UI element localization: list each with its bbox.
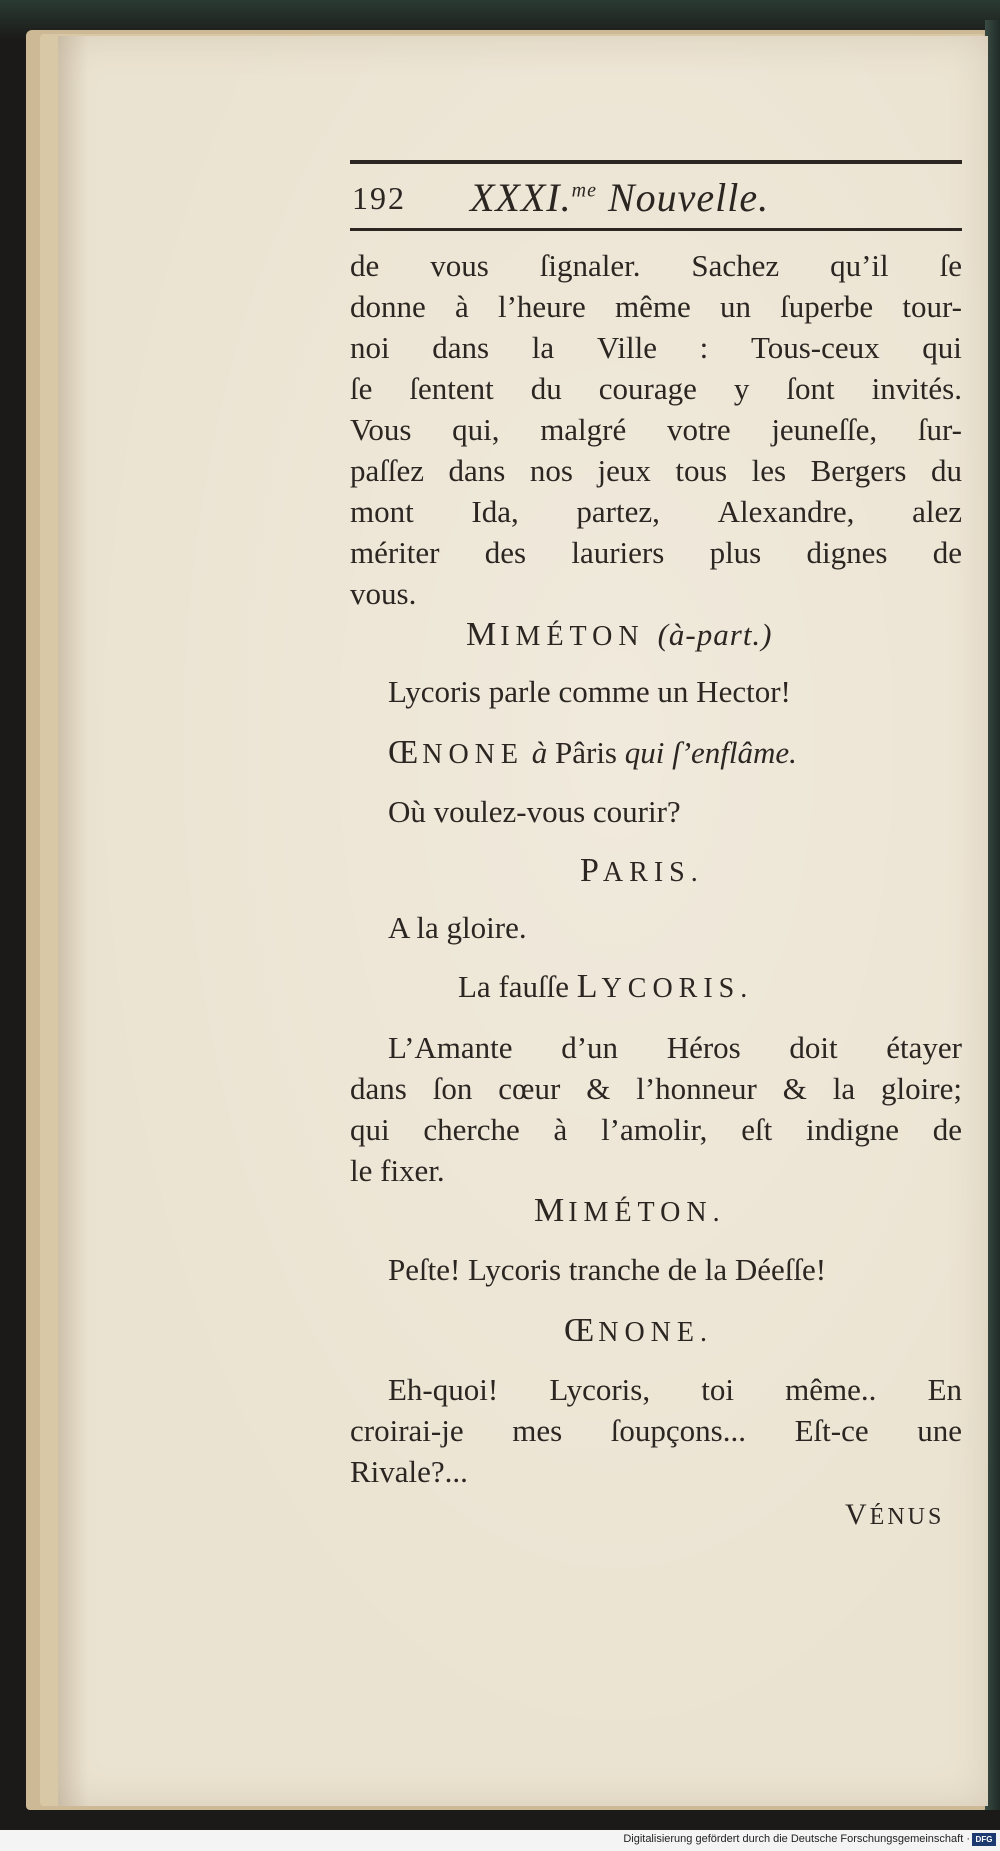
word: indigne	[805, 1112, 899, 1147]
text-line	[350, 289, 962, 325]
word: Bergers	[810, 453, 907, 488]
word: de	[932, 1112, 962, 1147]
text-line	[350, 248, 962, 284]
word: croirai-je	[350, 1413, 464, 1448]
word: du	[931, 453, 962, 488]
word: ſur-	[917, 412, 962, 447]
text-line	[350, 412, 962, 448]
speaker-heading: ŒNONE.	[564, 1312, 713, 1349]
word: Sachez	[691, 248, 780, 283]
text-line	[350, 330, 962, 366]
text-line	[350, 371, 962, 407]
dialogue-line: A la gloire.	[388, 910, 527, 945]
text-line	[350, 1071, 962, 1107]
word: eſt	[741, 1112, 773, 1147]
word: votre	[666, 412, 731, 447]
word: tour-	[902, 289, 962, 324]
word: alez	[912, 494, 962, 529]
word: de	[350, 248, 380, 283]
word: des	[484, 535, 527, 570]
word: ſuperbe	[780, 289, 874, 324]
text-line: Rivale?...	[350, 1454, 468, 1489]
speaker-heading: PARIS.	[580, 852, 704, 889]
word: la	[531, 330, 555, 365]
word: malgré	[540, 412, 627, 447]
word: ſon	[432, 1071, 473, 1106]
text-line	[350, 453, 962, 489]
speaker-heading: MIMÉTON.	[534, 1192, 726, 1229]
dialogue-line: Lycoris parle comme un Hector!	[388, 674, 791, 709]
word: cœur	[498, 1071, 561, 1106]
word: tous	[675, 453, 728, 488]
word: mont	[350, 494, 414, 529]
word: dans	[350, 1071, 407, 1106]
word: Tous-ceux	[750, 330, 880, 365]
word: vous	[430, 248, 489, 283]
catchword: VÉNUS	[845, 1498, 945, 1531]
speaker-heading: MIMÉTON (à-part.)	[466, 616, 773, 653]
word: jeuneſſe,	[771, 412, 878, 447]
word: Eh-quoi!	[388, 1372, 499, 1407]
text-line	[350, 494, 962, 530]
dfg-logo: DFG	[972, 1833, 996, 1846]
text-line	[350, 1112, 962, 1148]
word: ſe	[939, 248, 962, 283]
word: l’amolir,	[601, 1112, 708, 1147]
word: l’heure	[497, 289, 586, 324]
word: cherche	[423, 1112, 520, 1147]
word: ſignaler.	[539, 248, 641, 283]
speaker-heading: ŒNONE à Pâris qui ſ’enflâme.	[388, 734, 797, 771]
word: l’honneur	[636, 1071, 757, 1106]
word: ſe	[350, 371, 373, 406]
word: &	[586, 1071, 611, 1106]
word: Ida,	[471, 494, 519, 529]
word: dans	[448, 453, 506, 488]
text-line: le fixer.	[350, 1153, 445, 1188]
word: qui	[922, 330, 962, 365]
page-number: 192	[352, 180, 406, 216]
header-rule-top	[350, 160, 962, 164]
word: paſſez	[350, 453, 425, 488]
word: gloire;	[881, 1071, 962, 1106]
word: même	[614, 289, 691, 324]
digitization-credit: Digitalisierung gefördert durch die Deutsche Forschungsgemeinschaft ·	[623, 1833, 970, 1845]
word: à	[454, 289, 469, 324]
word: mériter	[350, 535, 440, 570]
page-header	[350, 168, 962, 228]
text-line	[388, 1030, 962, 1066]
word: nos	[529, 453, 573, 488]
word: Alexandre,	[717, 494, 855, 529]
word: une	[917, 1413, 962, 1448]
word: étayer	[886, 1030, 962, 1065]
word: Eſt-ce	[794, 1413, 869, 1448]
word: Ville	[596, 330, 657, 365]
word: lauriers	[571, 535, 665, 570]
word: à	[553, 1112, 568, 1147]
word: les	[751, 453, 787, 488]
word: ſont	[786, 371, 835, 406]
word: Lycoris,	[549, 1372, 651, 1407]
word: de	[932, 535, 962, 570]
word: ſoupçons...	[610, 1413, 746, 1448]
text-line	[350, 535, 962, 571]
word: toi	[701, 1372, 734, 1407]
word: :	[699, 330, 709, 365]
speaker-heading: La fauſſe LYCORIS.	[458, 968, 754, 1005]
word: qui,	[452, 412, 500, 447]
word: plus	[709, 535, 762, 570]
text-line	[388, 1372, 962, 1408]
word: qu’il	[830, 248, 889, 283]
word: un	[719, 289, 751, 324]
word: même..	[785, 1372, 877, 1407]
word: y	[733, 371, 750, 406]
word: du	[530, 371, 562, 406]
word: qui	[350, 1112, 390, 1147]
word: Héros	[666, 1030, 741, 1065]
word: invités.	[871, 371, 962, 406]
word: courage	[598, 371, 697, 406]
word: dans	[432, 330, 490, 365]
word: ſentent	[409, 371, 494, 406]
header-rule-bottom	[350, 228, 962, 231]
word: partez,	[576, 494, 660, 529]
word: noi	[350, 330, 390, 365]
word: &	[782, 1071, 807, 1106]
word: donne	[350, 289, 426, 324]
dialogue-line: Où voulez-vous courir?	[388, 794, 681, 829]
word: En	[927, 1372, 962, 1407]
text-line	[350, 1413, 962, 1449]
word: L’Amante	[388, 1030, 513, 1065]
word: la	[832, 1071, 856, 1106]
dialogue-line: Peſte! Lycoris tranche de la Déeſſe!	[388, 1252, 827, 1287]
word: Vous	[350, 412, 412, 447]
word: d’un	[561, 1030, 619, 1065]
word: jeux	[597, 453, 651, 488]
word: mes	[512, 1413, 563, 1448]
word: dignes	[806, 535, 888, 570]
text-line: vous.	[350, 576, 417, 611]
word: doit	[789, 1030, 838, 1065]
running-head: XXXI.$^{me}$ Nouvelle.	[470, 175, 770, 220]
